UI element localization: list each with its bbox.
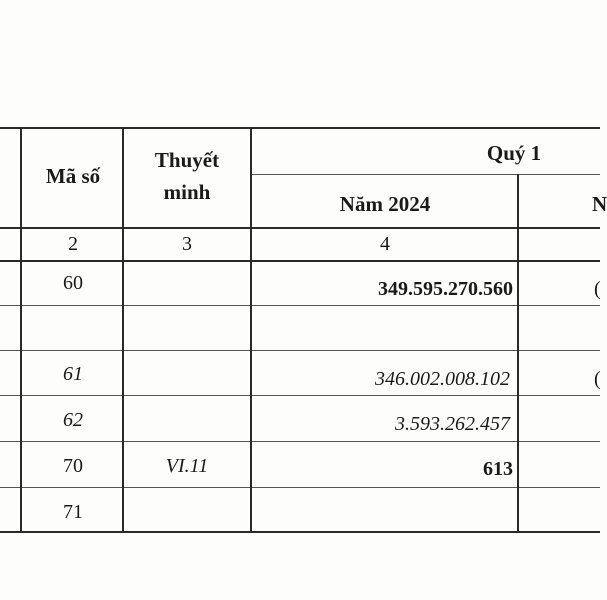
row-divider-4: [0, 441, 600, 442]
row-value: 613: [483, 458, 513, 480]
col-number-year: 4: [380, 233, 390, 255]
row-value: 346.002.008.102: [375, 368, 510, 390]
row-divider-5: [0, 487, 600, 488]
row-value: 3.593.262.457: [395, 413, 510, 435]
col-number-code: 2: [68, 233, 78, 255]
header-ma-so: Mã số: [45, 164, 101, 188]
row-code: 60: [63, 272, 83, 294]
row-code: 62: [63, 409, 83, 431]
row-right-mark: (: [594, 278, 601, 300]
row-code: 71: [63, 501, 83, 523]
row-divider-1: [0, 305, 600, 306]
col-divider-note: [250, 127, 252, 533]
row-note: VI.11: [165, 455, 209, 477]
quarter-header-divider: [252, 174, 600, 175]
col-divider-year: [517, 174, 519, 533]
header-quarter: Quý 1: [486, 141, 542, 165]
header-cut-column: N: [592, 192, 607, 216]
row-divider-2: [0, 350, 600, 351]
col-number-note: 3: [182, 233, 192, 255]
table-top-border: [0, 127, 600, 129]
col-divider-code: [122, 127, 124, 533]
table-bottom-border: [0, 531, 600, 533]
header-year-2024: Năm 2024: [339, 192, 431, 216]
col-number-bottom-border: [0, 260, 600, 262]
row-divider-3: [0, 395, 600, 396]
header-thuyet-minh-line1: Thuyết: [154, 148, 220, 172]
row-code: 70: [63, 455, 83, 477]
header-thuyet-minh-line2: minh: [163, 180, 211, 204]
row-right-mark: (: [594, 368, 601, 390]
col-divider-left: [20, 127, 22, 533]
row-value: 349.595.270.560: [378, 278, 513, 300]
row-code: 61: [63, 363, 83, 385]
header-bottom-border: [0, 227, 600, 229]
